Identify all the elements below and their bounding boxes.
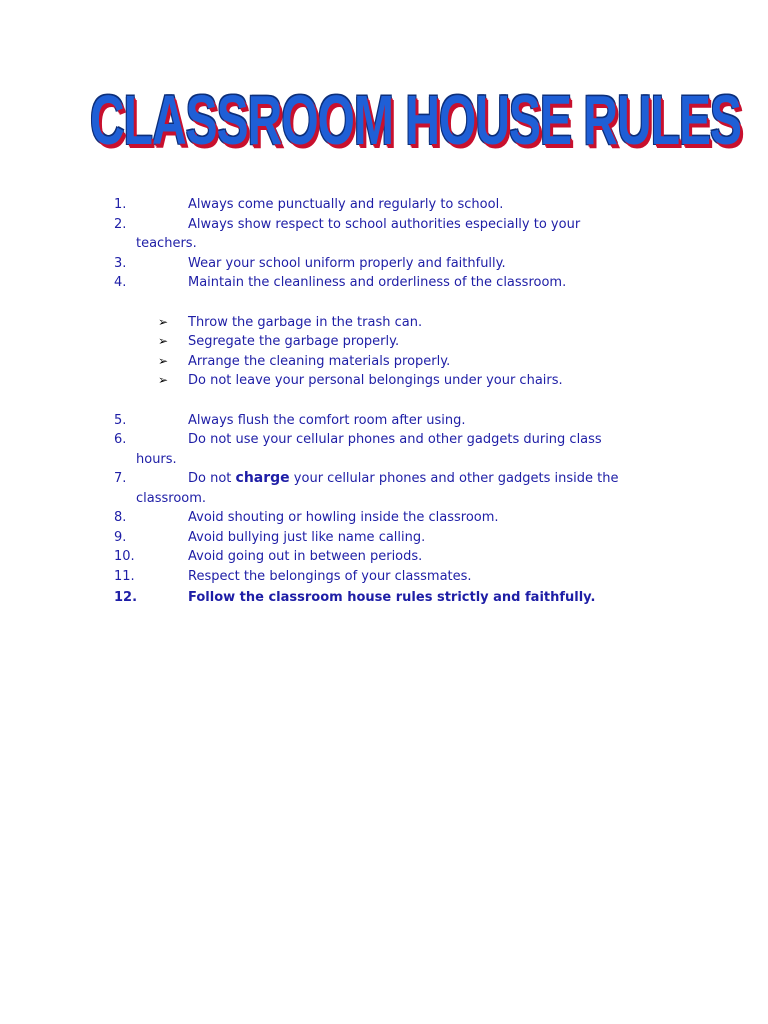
rule-text: Avoid bullying just like name calling. bbox=[188, 529, 426, 545]
rule-number: 1. bbox=[114, 197, 127, 212]
rule-number: 2. bbox=[114, 216, 127, 232]
rule-number: 7. bbox=[114, 471, 127, 486]
subrule-text: Segregate the garbage properly. bbox=[188, 334, 400, 349]
subrule-item bbox=[158, 371, 674, 391]
emphasized-word: charge bbox=[235, 470, 290, 486]
rule-item bbox=[114, 567, 674, 587]
rules-list bbox=[114, 195, 674, 608]
subrules-container bbox=[114, 293, 674, 411]
rule-item bbox=[114, 430, 674, 469]
arrow-bullet-icon: ➢ bbox=[158, 334, 169, 348]
rule-item bbox=[114, 528, 674, 548]
rule-item bbox=[114, 588, 674, 608]
rule-text: Always flush the comfort room after using. bbox=[188, 412, 466, 428]
rule-number: 9. bbox=[114, 529, 127, 545]
rule-text: Avoid going out in between periods. bbox=[188, 549, 423, 564]
rule-text: Always show respect to school authorities especially to your teachers. bbox=[136, 216, 581, 251]
rule-text: Do not use your cellular phones and other gadgets during class hours. bbox=[136, 432, 602, 467]
rule-number: 11. bbox=[114, 568, 135, 584]
subrule-item bbox=[158, 352, 674, 372]
arrow-bullet-icon: ➢ bbox=[158, 353, 169, 368]
arrow-bullet-icon: ➢ bbox=[158, 373, 169, 387]
rule-number: 3. bbox=[114, 255, 127, 271]
arrow-bullet-icon: ➢ bbox=[158, 314, 169, 329]
rule-text: Avoid shouting or howling inside the classroom. bbox=[188, 510, 499, 525]
subrule-item bbox=[158, 313, 674, 333]
subrule-text: Arrange the cleaning materials properly. bbox=[188, 353, 451, 369]
rule-item bbox=[114, 547, 674, 567]
subrule-text: Do not leave your personal belongings under your chairs. bbox=[188, 373, 563, 388]
rule-text: Do not charge your cellular phones and other gadgets inside the classroom. bbox=[136, 470, 619, 506]
subrules-list bbox=[114, 293, 674, 411]
rule-item bbox=[114, 254, 674, 274]
rule-number: 8. bbox=[114, 510, 127, 525]
rule-number: 12. bbox=[114, 590, 138, 605]
rule-item bbox=[114, 411, 674, 431]
rule-number: 5. bbox=[114, 412, 127, 428]
subrule-item bbox=[158, 332, 674, 352]
rule-text: Follow the classroom house rules strictly and faithfully. bbox=[188, 590, 596, 605]
rule-number: 4. bbox=[114, 275, 127, 290]
rule-item bbox=[114, 215, 674, 254]
page-title: CLASSROOM HOUSE RULES bbox=[90, 82, 742, 160]
rule-item bbox=[114, 508, 674, 528]
subrule-text: Throw the garbage in the trash can. bbox=[188, 314, 423, 330]
rule-item bbox=[114, 469, 674, 508]
rule-text: Wear your school uniform properly and faithfully. bbox=[188, 255, 506, 271]
rule-item bbox=[114, 195, 674, 215]
rule-text: Respect the belongings of your classmates. bbox=[188, 568, 472, 584]
rule-text: Always come punctually and regularly to school. bbox=[188, 197, 504, 212]
rule-number: 10. bbox=[114, 549, 135, 564]
rule-number: 6. bbox=[114, 432, 127, 447]
rule-item bbox=[114, 273, 674, 293]
rule-text: Maintain the cleanliness and orderliness of the classroom. bbox=[188, 275, 567, 290]
